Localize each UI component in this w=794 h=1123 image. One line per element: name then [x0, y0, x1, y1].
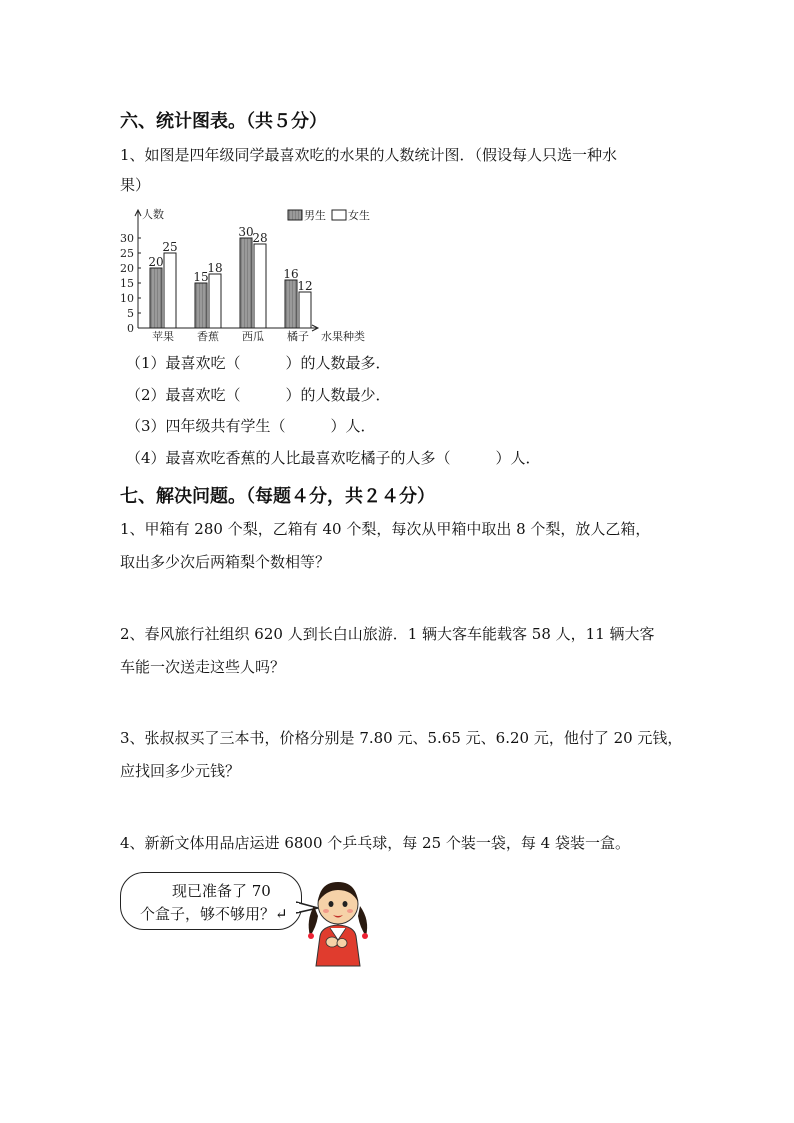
bar-boys [150, 268, 162, 328]
bar-boys [285, 280, 297, 328]
bar-value-label: 18 [207, 261, 223, 275]
bar-boys [240, 238, 252, 328]
problem-2-line1: 2、春风旅行社组织 620 人到长白山旅游．1 辆大客车能载客 58 人，11 辆大客 [120, 625, 655, 643]
bar-girls [209, 274, 221, 328]
bubble-line2: 个盒子，够不够用？↵ [140, 905, 288, 923]
y-tick-label: 20 [120, 262, 134, 275]
category-label: 橘子 [287, 330, 309, 343]
problem-4-line1: 4、新新文体用品店运进 6800 个乒乓球，每 25 个装一袋，每 4 袋装一盒。 [120, 834, 630, 852]
y-tick-label: 30 [120, 232, 134, 245]
question-6-sub2: （2）最喜欢吃（ ）的人数最少． [126, 386, 391, 404]
section-6-title: 六、统计图表。（共５分） [120, 111, 327, 132]
question-6-1-line2: 果） [120, 176, 151, 194]
bar-girls [299, 292, 311, 328]
x-axis-label: 水果种类 [321, 330, 365, 343]
girl-illustration [302, 876, 374, 968]
bar-value-label: 25 [162, 240, 178, 254]
problem-3-line1: 3、张叔叔买了三本书，价格分别是 7.80 元、5.65 元、6.20 元，他付了 20 元钱， [120, 729, 683, 747]
bar-value-label: 30 [238, 225, 254, 239]
problem-1-line2: 取出多少次后两箱梨个数相等？ [120, 553, 331, 571]
legend-swatch-girls [332, 210, 346, 220]
legend-swatch-boys [288, 210, 302, 220]
y-tick-label: 10 [120, 292, 134, 305]
bar-boys [195, 283, 207, 328]
fruit-bar-chart [118, 200, 398, 346]
category-label: 苹果 [152, 330, 174, 343]
bar-value-label: 12 [297, 279, 313, 293]
problem-1-line1: 1、甲箱有 280 个梨，乙箱有 40 个梨，每次从甲箱中取出 8 个梨，放人乙箱， [120, 520, 651, 538]
y-tick-label: 25 [120, 247, 134, 260]
y-tick-label: 5 [127, 307, 134, 320]
bar-value-label: 15 [193, 270, 209, 284]
y-tick-label: 15 [120, 277, 134, 290]
bar-value-label: 20 [148, 255, 164, 269]
question-6-1-line1: 1、如图是四年级同学最喜欢吃的水果的人数统计图．（假设每人只选一种水 [120, 146, 618, 164]
category-label: 香蕉 [197, 330, 219, 343]
bubble-line1: 现已准备了 70 [172, 882, 271, 900]
bar-value-label: 28 [252, 231, 268, 245]
category-label: 西瓜 [242, 330, 264, 343]
problem-2-line2: 车能一次送走这些人吗？ [120, 658, 286, 676]
legend-label-girls: 女生 [348, 209, 370, 222]
y-tick-label: 0 [127, 322, 134, 335]
question-6-sub4: （4）最喜欢吃香蕉的人比最喜欢吃橘子的人多（ ）人． [126, 449, 541, 467]
y-axis-label: 人数 [142, 208, 164, 221]
problem-3-line2: 应找回多少元钱？ [120, 762, 241, 780]
legend-label-boys: 男生 [304, 209, 326, 222]
bar-girls [254, 244, 266, 328]
section-7-title: 七、解决问题。（每题４分，共２４分） [120, 486, 435, 507]
bar-value-label: 16 [283, 267, 299, 281]
question-6-sub1: （1）最喜欢吃（ ）的人数最多． [126, 354, 391, 372]
bar-girls [164, 253, 176, 328]
question-6-sub3: （3）四年级共有学生（ ）人． [126, 417, 376, 435]
